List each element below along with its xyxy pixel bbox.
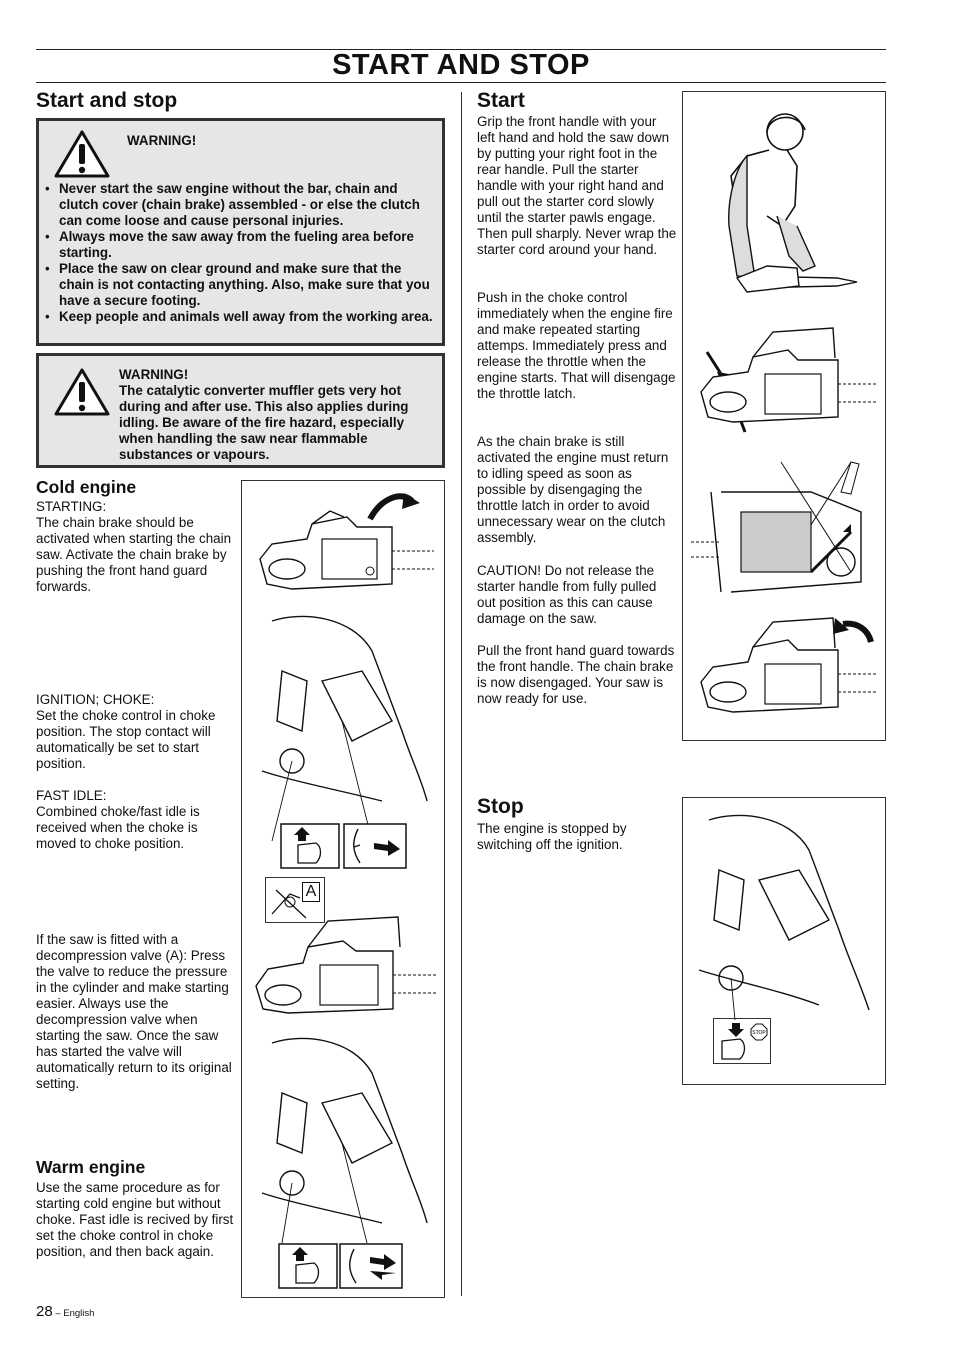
choke-control-icons [280,823,410,869]
warm-engine-title: Warm engine [36,1157,146,1177]
warning-item: • Always move the saw away from the fueling area before starting. [43,229,438,261]
cold-engine-starting-text: STARTING: The chain brake should be activated when starting the chain saw. Activate the chain brake by pushing the front hand guard forwards. [36,499,232,594]
footer-language: – English [52,1308,95,1319]
warning-list [43,181,438,325]
start-paragraph-5: Pull the front hand guard towards the front handle. The chain brake is now disengaged. Your saw is now ready for use. [477,643,675,706]
start-paragraph-1: Grip the front handle with your left hand and hold the saw down by putting your right foot in the rear handle. Pull the starter handle with your right hand and pull out the starter cord slowly until the starter pawls engage. Then pull sharply. Never wrap the starter cord around your hand. [477,114,677,257]
chainsaw-decompression-illustration [248,911,438,1026]
warning-triangle-icon [54,368,110,416]
chainsaw-choke-closeup-illustration [262,611,432,811]
warning-item: • Never start the saw engine without the bar, chain and clutch cover (chain brake) assembled - or else the clutch can come loose and cause personal injuries. [43,181,438,229]
chainsaw-stop-closeup-illustration [699,810,874,1020]
stop-control-icon-box [713,1018,771,1064]
stop-illustration-frame [682,797,886,1085]
person-starting-saw-illustration [707,106,857,306]
choke-fast-idle-icons [278,1243,408,1289]
stop-title: Stop [477,795,524,818]
cold-engine-title: Cold engine [36,477,137,497]
warning-box-muffler [36,353,445,468]
warm-engine-text: Use the same procedure as for starting cold engine but without choke. Fast idle is recived by first set the choke control in choke position, and then back again. [36,1180,234,1259]
warning-item: • Keep people and animals well away from the working area. [43,309,438,325]
chainsaw-chain-brake-illustration [252,489,437,604]
chainsaw-release-brake-illustration [693,612,878,727]
page-title: START AND STOP [332,49,590,81]
warning-heading: WARNING! [127,133,197,148]
start-paragraph-3: As the chain brake is still activated the engine must return to idling speed as soon as possible by disengaging the throttle latch in order to avoid unnecessary wear on the clutch assembly. [477,434,669,545]
warning-item: • Place the saw on clear ground and make sure that the chain is not contacting anything. Also, make sure that you have a secure footing. [43,261,438,309]
start-illustration-frame [682,91,886,741]
stop-text: The engine is stopped by switching off the ignition. [477,821,627,852]
start-paragraph-4: CAUTION! Do not release the starter handle from fully pulled out position as this can cause damage on the saw. [477,563,657,626]
start-paragraph-2: Push in the choke control immediately when the engine fire and make repeated starting attemps. Immediately press and release the throttle when the engine starts. That will disengage the throttle latch. [477,290,676,401]
warning-heading: WARNING! [119,367,189,382]
decompression-label-a: A [302,882,320,902]
stop-sign-icon [750,1023,768,1041]
stop-sign-label: STOP [752,1030,766,1036]
page-number: 28 [36,1303,53,1320]
section-title-start-and-stop: Start and stop [36,89,178,112]
chainsaw-throttle-illustration [691,452,881,602]
header-bottom-rule [36,82,886,83]
column-divider [461,92,462,1296]
warning-box-start [36,118,445,346]
start-title: Start [477,89,525,112]
page-footer [36,1303,94,1320]
cold-engine-illustration-frame [241,480,445,1298]
cold-engine-ignition-text: IGNITION; CHOKE: Set the choke control in choke position. The stop contact will automatically be set to start position. [36,692,216,771]
warning-triangle-icon [54,130,110,178]
chainsaw-warm-engine-closeup-illustration [262,1033,432,1233]
chainsaw-choke-push-illustration [693,322,878,432]
warning-text: The catalytic converter muffler gets very hot during and after use. This also applies during idling. Be aware of the fire hazard, especially when handling the saw near flammable substances or vapours. [119,383,409,462]
decompression-text: If the saw is fitted with a decompression valve (A): Press the valve to reduce the pressure in the cylinder and make starting easier. Always use the decompression valve when starting the saw. Once the saw has started the valve will automatically return to its original setting. [36,932,232,1091]
cold-engine-fast-idle-text: FAST IDLE: Combined choke/fast idle is received when the choke is moved to choke position. [36,788,200,851]
